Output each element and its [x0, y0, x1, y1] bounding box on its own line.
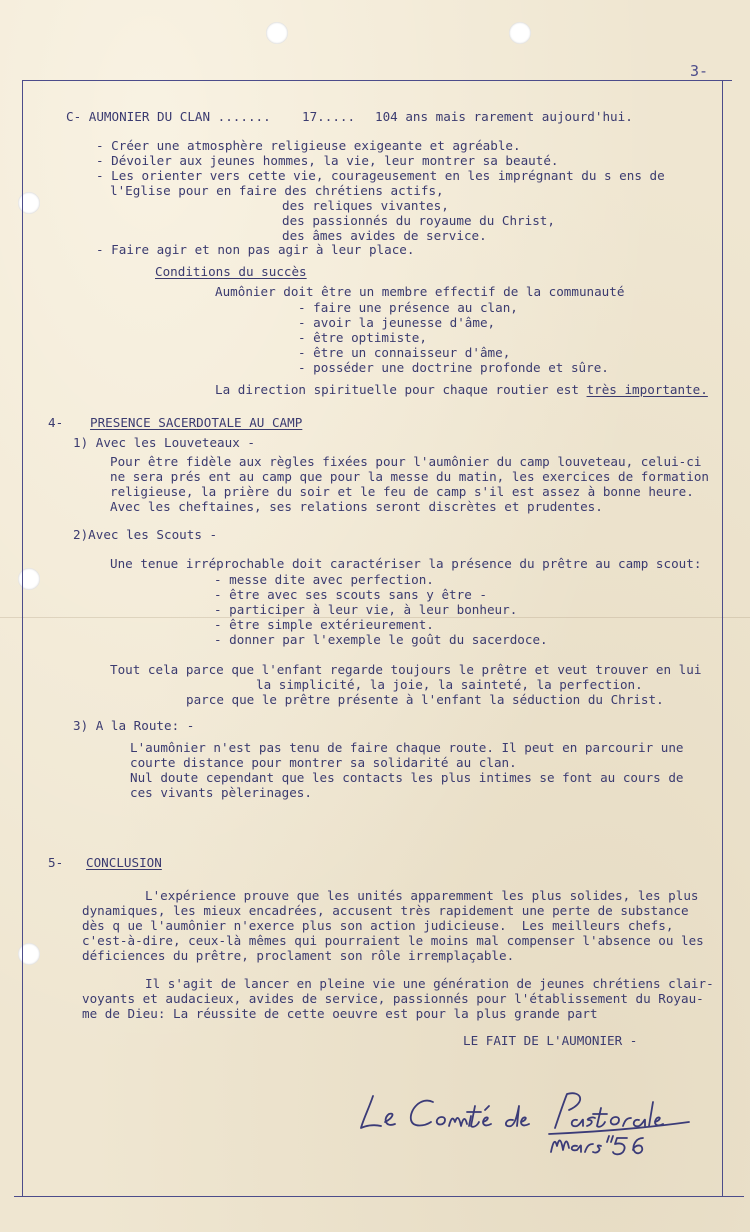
conclusion-line: voyants et audacieux, avides de service, passionnés pour l'établissement du Royau- — [82, 991, 704, 1006]
conditions-intro: Aumônier doit être un membre effectif de la communauté — [215, 284, 625, 299]
conclusion-line: me de Dieu: La réussite de cette oeuvre est pour la plus grande part — [82, 1006, 598, 1021]
direction-sentence — [215, 382, 708, 397]
scouts-closing: parce que le prêtre présente à l'enfant la séduction du Christ. — [186, 692, 664, 707]
clan-bullet: - Dévoiler aux jeunes hommes, la vie, leur montrer sa beauté. — [96, 153, 559, 168]
conclusion-line: dès q ue l'aumônier n'exerce plus son action judicieuse. Les meilleurs chefs, — [82, 918, 674, 933]
louveteaux-title: 1) Avec les Louveteaux - — [73, 435, 255, 450]
section-5-number: 5- — [48, 855, 64, 870]
condition-item: - avoir la jeunesse d'âme, — [298, 315, 496, 330]
frame-border-right — [722, 80, 723, 1196]
section-c-title: C- AUMONIER DU CLAN — [66, 109, 211, 124]
louveteaux-line: Pour être fidèle aux règles fixées pour l'aumônier du camp louveteau, celui-ci — [110, 454, 702, 469]
condition-item: - faire une présence au clan, — [298, 300, 518, 315]
frame-border-bottom — [14, 1196, 744, 1197]
clan-bullet: des passionnés du royaume du Christ, — [282, 213, 555, 228]
section-5-title: CONCLUSION — [86, 855, 162, 870]
section-c-age-note: 104 ans mais rarement aujourd'hui. — [375, 109, 633, 124]
scouts-item: - donner par l'exemple le goût du sacerdoce. — [214, 632, 548, 647]
conclusion-line: dynamiques, les mieux encadrées, accusent très rapidement une perte de substance — [82, 903, 689, 918]
scouts-item: - être simple extérieurement. — [214, 617, 434, 632]
clan-bullet: l'Eglise pour en faire des chrétiens actifs, — [110, 183, 444, 198]
conclusion-line: déficiences du prêtre, proclament son rôle irremplaçable. — [82, 948, 515, 963]
punch-hole — [266, 22, 288, 44]
clan-bullet: des reliques vivantes, — [282, 198, 449, 213]
direction-text: La direction spirituelle pour chaque routier est — [215, 382, 587, 397]
clan-bullet: - Créer une atmosphère religieuse exigeante et agréable. — [96, 138, 521, 153]
section-4-title: PRESENCE SACERDOTALE AU CAMP — [90, 415, 303, 430]
direction-emphasis: très importante. — [586, 382, 708, 397]
frame-border-left — [22, 80, 23, 1196]
clan-bullet: - Les orienter vers cette vie, courageusement en les imprégnant du s ens de — [96, 168, 665, 183]
scouts-item: - messe dite avec perfection. — [214, 572, 434, 587]
clan-bullet: des âmes avides de service. — [282, 228, 487, 243]
scouts-closing: Tout cela parce que l'enfant regarde toujours le prêtre et veut trouver en lui — [110, 662, 702, 677]
frame-border-top — [22, 80, 732, 81]
conclusion-line: Il s'agit de lancer en pleine vie une génération de jeunes chrétiens clair- — [145, 976, 714, 991]
scouts-closing: la simplicité, la joie, la sainteté, la perfection. — [256, 677, 643, 692]
signoff-line: LE FAIT DE L'AUMONIER - — [463, 1033, 638, 1048]
page-number: 3- — [690, 62, 709, 80]
handwritten-signature — [355, 1076, 695, 1156]
route-line: Nul doute cependant que les contacts les plus intimes se font au cours de — [130, 770, 684, 785]
punch-hole — [509, 22, 531, 44]
section-c-dots: ....... — [210, 109, 271, 124]
condition-item: - être optimiste, — [298, 330, 427, 345]
signature-drawing — [355, 1076, 695, 1156]
section-4-number: 4- — [48, 415, 64, 430]
condition-item: - posséder une doctrine profonde et sûre. — [298, 360, 609, 375]
scouts-title: 2)Avec les Scouts - — [73, 527, 218, 542]
louveteaux-line: religieuse, la prière du soir et le feu de camp s'il est assez à bonne heure. — [110, 484, 694, 499]
route-title: 3) A la Route: - — [73, 718, 195, 733]
clan-bullet: - Faire agir et non pas agir à leur place. — [96, 242, 415, 257]
section-c-age: 17..... — [302, 109, 356, 124]
route-line: ces vivants pèlerinages. — [130, 785, 312, 800]
louveteaux-line: Avec les cheftaines, ses relations seront discrètes et prudentes. — [110, 499, 603, 514]
scouts-item: - être avec ses scouts sans y être - — [214, 587, 487, 602]
louveteaux-line: ne sera prés ent au camp que pour la messe du matin, les exercices de formation — [110, 469, 709, 484]
scouts-intro: Une tenue irréprochable doit caractériser la présence du prêtre au camp scout: — [110, 556, 702, 571]
route-line: L'aumônier n'est pas tenu de faire chaque route. Il peut en parcourir une — [130, 740, 684, 755]
conditions-title: Conditions du succès — [155, 264, 307, 279]
route-line: courte distance pour montrer sa solidarité au clan. — [130, 755, 517, 770]
conclusion-line: c'est-à-dire, ceux-là mêmes qui pourraient le moins mal compenser l'absence ou les — [82, 933, 704, 948]
scouts-item: - participer à leur vie, à leur bonheur. — [214, 602, 518, 617]
conclusion-line: L'expérience prouve que les unités apparemment les plus solides, les plus — [145, 888, 699, 903]
section-c-heading — [66, 109, 271, 124]
condition-item: - être un connaisseur d'âme, — [298, 345, 511, 360]
